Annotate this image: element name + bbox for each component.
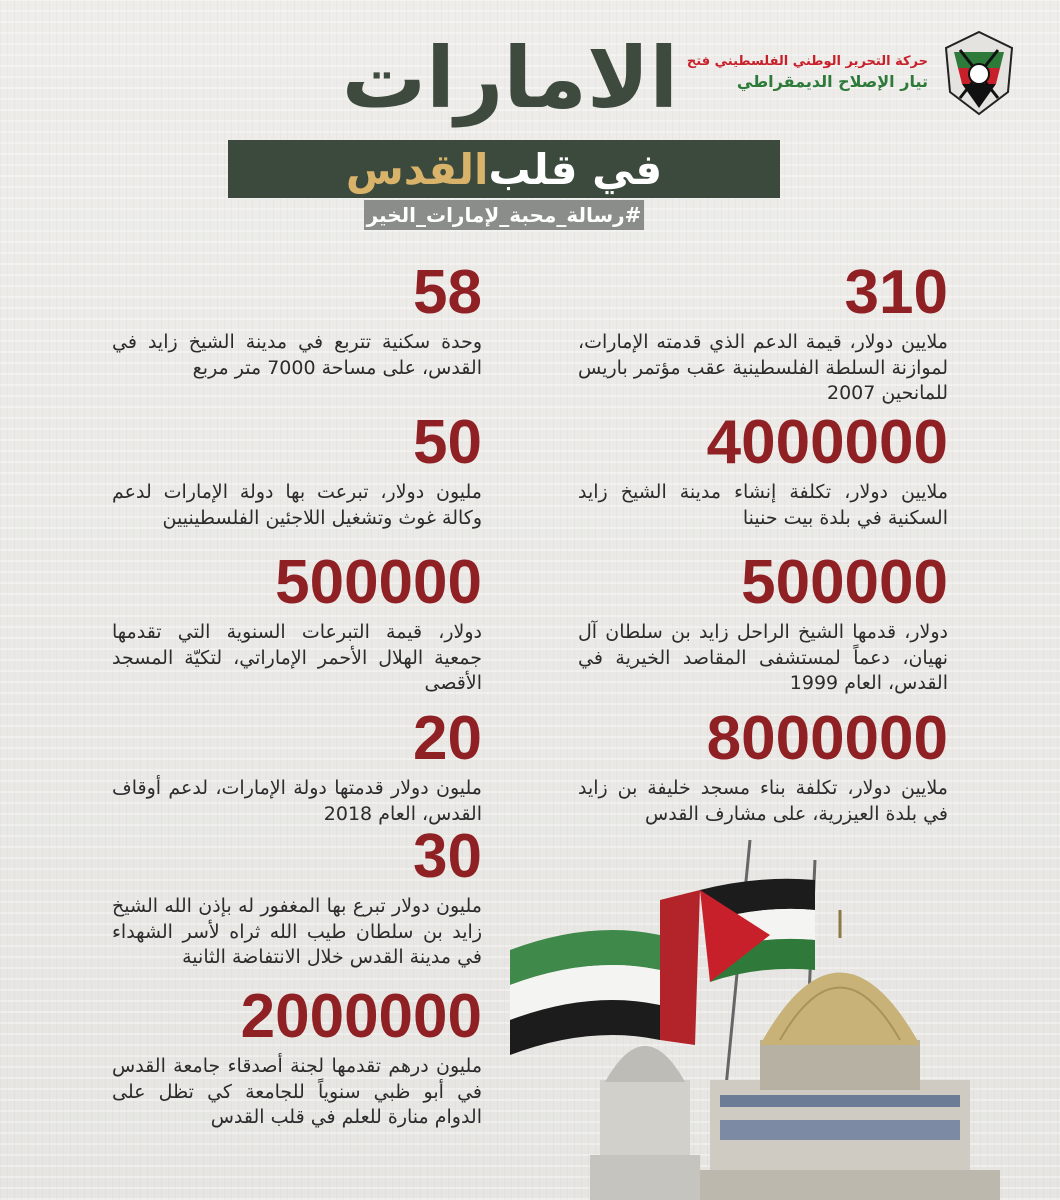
fatah-emblem-icon xyxy=(938,28,1020,118)
hashtag-label: #رسالة_محبة_لإمارات_الخير xyxy=(364,200,644,230)
dome-and-flags-illustration xyxy=(470,840,1060,1200)
stat-description: دولار، قيمة التبرعات السنوية التي تقدمها جمعية الهلال الأحمر الإماراتي، لتكيّة المسجد الأقصى xyxy=(112,621,482,695)
subtitle-part2: القدس xyxy=(345,144,489,194)
palestine-flag-icon xyxy=(700,879,815,982)
stat-description: مليون درهم تقدمها لجنة أصدقاء جامعة القدس في أبو ظبي سنوياً للجامعة كي تظل على الدوام منارة للعلم في قلب القدس xyxy=(112,1055,482,1129)
stat-description: مليون دولار تبرع بها المغفور له بإذن الله الشيخ زايد بن سلطان طيب الله ثراه لأسر الشهداء في مدينة القدس خلال الانتفاضة الثانية xyxy=(112,895,482,969)
stat-block xyxy=(112,548,482,697)
stat-description: دولار، قدمها الشيخ الراحل زايد بن سلطان آل نهيان، دعماً لمستشفى المقاصد الخيرية في القدس، العام 1999 xyxy=(578,621,948,695)
stat-block xyxy=(112,982,482,1131)
small-dome-icon xyxy=(590,1046,700,1200)
uae-flag-icon xyxy=(510,890,700,1055)
stat-block xyxy=(578,548,948,697)
org-name-line2: تيار الإصلاح الديمقراطي xyxy=(736,71,928,91)
stat-number: 50 xyxy=(413,408,482,477)
stat-block xyxy=(578,704,948,827)
org-name-line1: حركة التحرير الوطني الفلسطيني فتح xyxy=(686,54,928,70)
stat-block xyxy=(112,408,482,531)
stat-description: مليون دولار قدمتها دولة الإمارات، لدعم أوقاف القدس، العام 2018 xyxy=(112,777,482,825)
page-title: الامارات xyxy=(341,29,679,127)
stat-number: 8000000 xyxy=(706,704,948,773)
org-logo-block xyxy=(687,28,1020,118)
stat-block xyxy=(112,258,482,381)
stat-number: 500000 xyxy=(275,548,482,617)
subtitle-part1: في قلب xyxy=(488,144,663,194)
stat-block xyxy=(578,258,948,407)
stat-number: 20 xyxy=(413,704,482,773)
stat-description: ملايين دولار، قيمة الدعم الذي قدمته الإمارات، لموازنة السلطة الفلسطينية عقب مؤتمر باريس للمانحين 2007 xyxy=(578,331,948,405)
subtitle-banner xyxy=(228,140,780,198)
stat-number: 2000000 xyxy=(240,982,482,1051)
stat-number: 310 xyxy=(844,258,948,327)
stat-description: ملايين دولار، تكلفة بناء مسجد خليفة بن زايد في بلدة العيزرية، على مشارف القدس xyxy=(578,777,948,825)
stat-number: 4000000 xyxy=(706,408,948,477)
stat-description: ملايين دولار، تكلفة إنشاء مدينة الشيخ زايد السكنية في بلدة بيت حنينا xyxy=(578,481,948,529)
stat-number: 500000 xyxy=(741,548,948,617)
stat-block xyxy=(578,408,948,531)
stat-description: وحدة سكنية تتربع في مدينة الشيخ زايد في القدس، على مساحة 7000 متر مربع xyxy=(112,331,482,379)
stat-number: 58 xyxy=(413,258,482,327)
stat-description: مليون دولار، تبرعت بها دولة الإمارات لدعم وكالة غوث وتشغيل اللاجئين الفلسطينيين xyxy=(112,481,482,529)
stat-block xyxy=(112,704,482,827)
stat-block xyxy=(112,822,482,971)
stat-number: 30 xyxy=(413,822,482,891)
